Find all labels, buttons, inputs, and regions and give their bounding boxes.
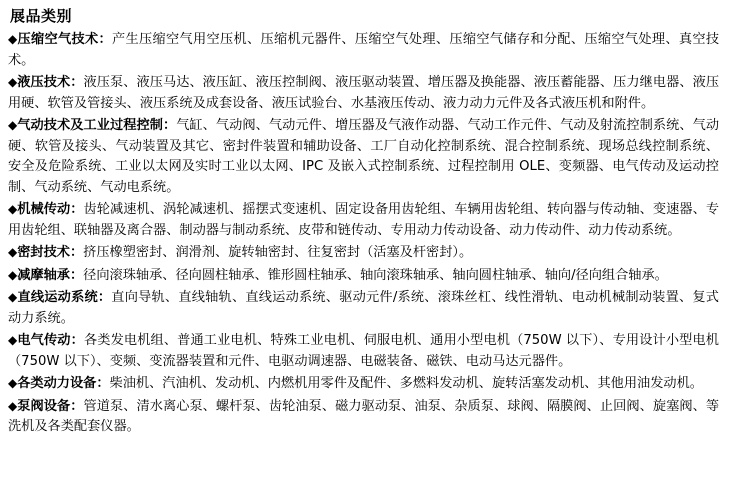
category-body: 产生压缩空气用空压机、压缩机元器件、压缩空气处理、压缩空气储存和分配、压缩空气处理、真空技术。 [8,32,720,68]
list-item [8,287,719,329]
category-name: 压缩空气技术： [17,32,113,47]
category-list [8,29,719,438]
list-item [8,330,719,372]
list-item [8,373,719,395]
page-title: 展品类别 [10,7,73,25]
category-body: 径向滚珠轴承、径向圆柱轴承、锥形圆柱轴承、轴向滚珠轴承、轴向圆柱轴承、轴向/径向组合轴承。 [83,267,668,283]
list-item [8,29,719,71]
category-name: 气动技术及工业过程控制： [17,118,177,133]
bullet-icon: ◆ [8,398,18,413]
category-body: 直向导轨、直线轴轨、直线运动系统、驱动元件/系统、滚珠丝杠、线性滑轨、电动机械制动装置、复式动力系统。 [8,290,719,326]
list-item [8,265,719,287]
category-name: 减摩轴承： [17,267,84,283]
category-name: 各类动力设备： [17,376,110,391]
bullet-icon: ◆ [8,118,18,132]
list-item [8,115,719,198]
category-body: 各类发电机组、普通工业电机、特殊工业电机、伺服电机、通用小型电机（750W 以下）、专用设计小型电机（750W 以下）、变频、变流器装置和元件、电驱动调速器、电磁装备、磁铁、电动马达元器件。 [8,333,719,369]
category-name: 机械传动： [17,202,84,217]
category-body: 液压泵、液压马达、液压缸、液压控制阀、液压驱动装置、增压器及换能器、液压蓄能器、压力继电器、液压用硬、软管及管接头、液压系统及成套设备、液压试验台、水基液压传动、液力动力元件及各式液压机和附件。 [8,75,720,111]
list-item [8,72,719,114]
bullet-icon: ◆ [8,267,18,282]
list-item [8,242,719,264]
bullet-icon: ◆ [8,290,18,304]
category-body: 气缸、气动阀、气动元件、增压器及气液作动器、气动工作元件、气动及射流控制系统、气动硬、软管及接头、气动装置及其它、密封件装置和辅助设备、工厂自动化控制系统、混合控制系统、现场总线控制系统、安全及危险系统、工业以太网及实时工业以太网、IPC 及嵌入式控制系统、过程控制用 OLE、变频器、电气传动及运动控制、气动系统、气动电系统。 [8,118,720,195]
bullet-icon: ◆ [8,32,18,46]
list-item [8,199,719,241]
list-item [8,396,719,438]
category-name: 电气传动： [17,333,84,348]
bullet-icon: ◆ [8,245,18,259]
category-name: 密封技术： [17,245,84,260]
bullet-icon: ◆ [8,75,18,89]
bullet-icon: ◆ [8,202,18,216]
category-name: 泵阀设备： [17,398,84,414]
category-name: 直线运动系统： [17,290,112,305]
category-body: 柴油机、汽油机、发动机、内燃机用零件及配件、多燃料发动机、旋转活塞发动机、其他用油发动机。 [109,376,703,391]
category-body: 管道泵、清水离心泵、螺杆泵、齿轮油泵、磁力驱动泵、油泵、杂质泵、球阀、隔膜阀、止回阀、旋塞阀、等洗机及各类配套仪器。 [8,398,720,434]
bullet-icon: ◆ [8,376,18,390]
category-name: 液压技术： [17,75,84,90]
category-body: 挤压橡塑密封、润滑剂、旋转轴密封、往复密封（活塞及杆密封）。 [83,245,473,260]
bullet-icon: ◆ [8,333,18,347]
category-body: 齿轮减速机、涡轮减速机、摇摆式变速机、固定设备用齿轮组、车辆用齿轮组、转向器与传动轴、变速器、专用齿轮组、联轴器及离合器、制动器与制动系统、皮带和链传动、专用动力传动设备、动力传动件、动力传动系统。 [8,202,720,238]
